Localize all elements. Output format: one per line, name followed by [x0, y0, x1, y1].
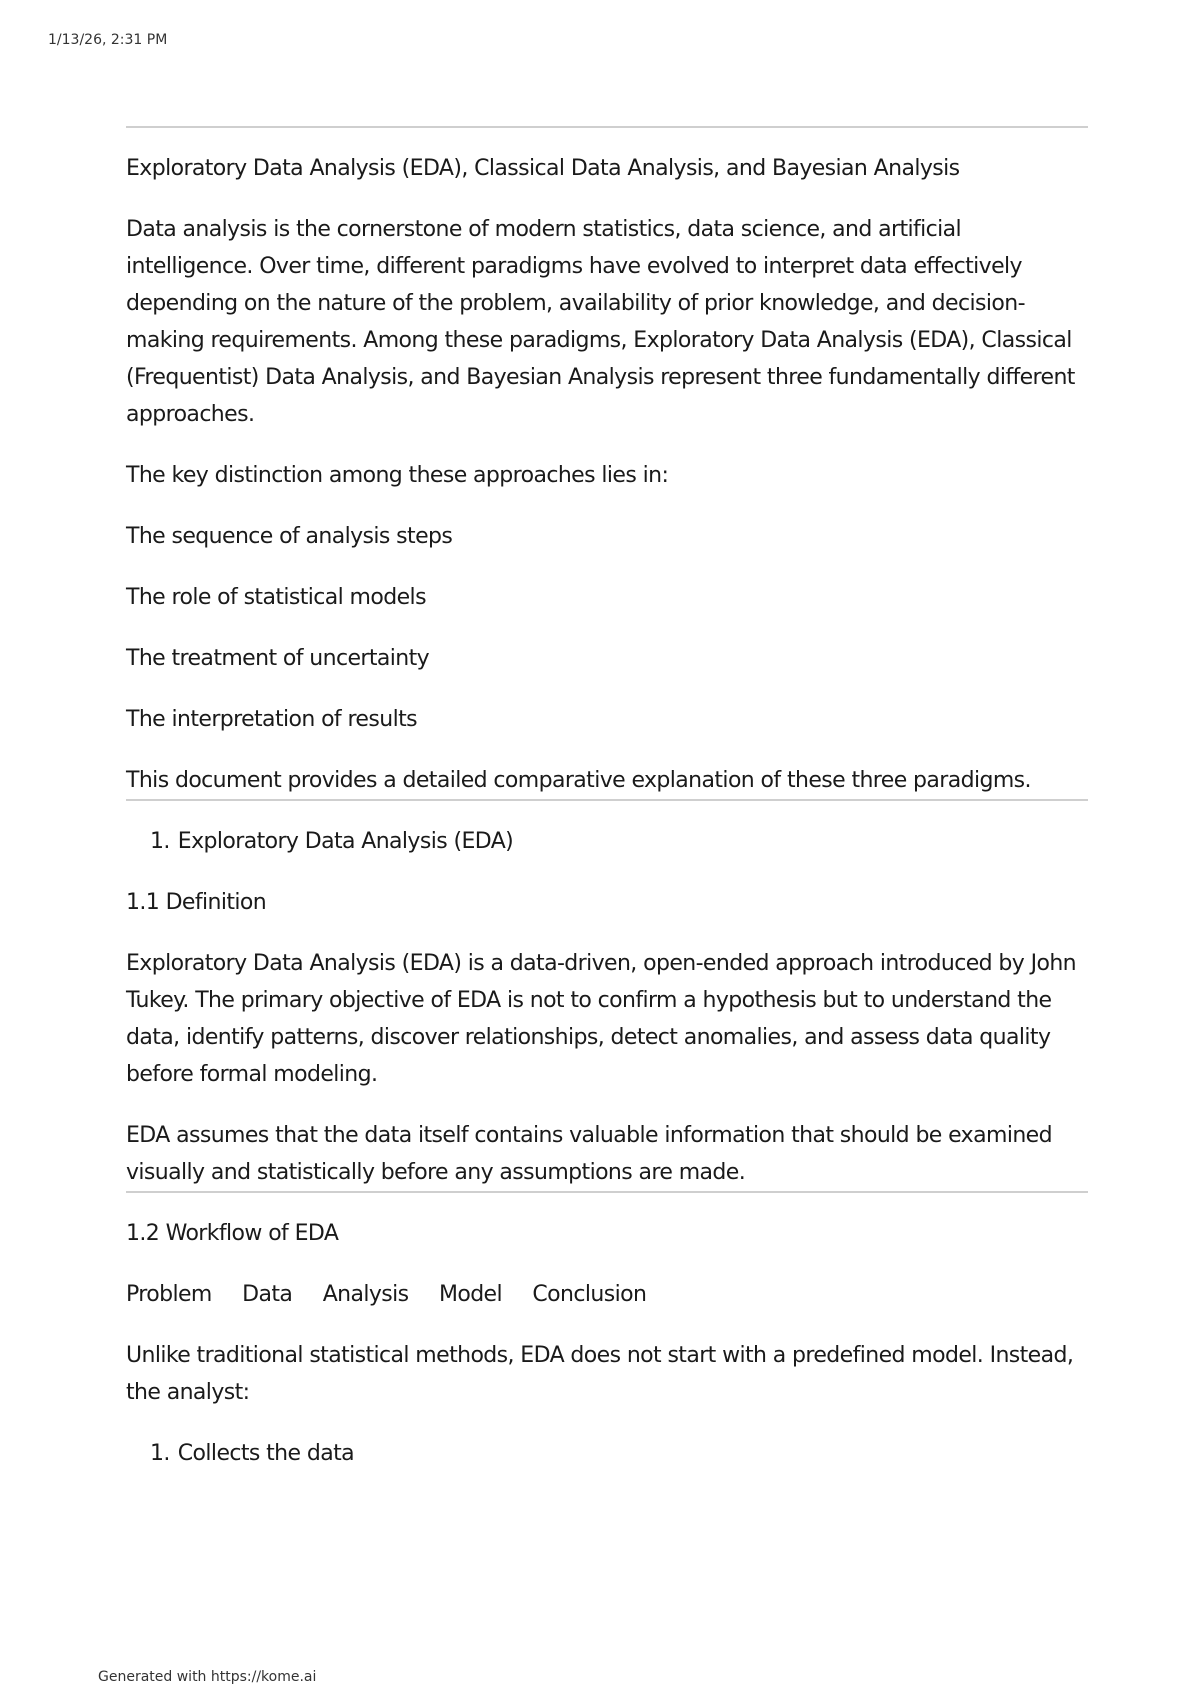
footer-generated: Generated with https://kome.ai: [98, 1669, 317, 1685]
workflow-step: Problem: [126, 1282, 212, 1307]
section-1-1-heading: 1.1 Definition: [126, 890, 267, 915]
section-1-number: 1.: [150, 829, 170, 854]
workflow-step: Model: [438, 1282, 503, 1307]
document-content: [126, 126, 1088, 1472]
workflow-step: Data: [242, 1282, 293, 1307]
workflow-step: Conclusion: [532, 1282, 647, 1307]
distinction-item: The sequence of analysis steps: [126, 524, 453, 549]
step-text: Collects the data: [177, 1441, 355, 1466]
step-number: 1.: [150, 1441, 170, 1466]
section-1-title: Exploratory Data Analysis (EDA): [177, 829, 514, 854]
assumption-paragraph: EDA assumes that the data itself contains valuable information that should be examined visually and statistically before any assumptions are made.: [126, 1123, 1052, 1185]
workflow-paragraph: Unlike traditional statistical methods, EDA does not start with a predefined model. Instead, the analyst:: [126, 1343, 1074, 1405]
horizontal-rule: [126, 1191, 1088, 1193]
numbered-step: [126, 1435, 1088, 1472]
definition-paragraph: Exploratory Data Analysis (EDA) is a data-driven, open-ended approach introduced by John Tukey. The primary objective of EDA is not to confirm a hypothesis but to understand the data, identify patterns, discover relationships, detect anomalies, and assess data quality before formal modeling.: [126, 951, 1077, 1087]
print-date: 1/13/26, 2:31 PM: [48, 32, 168, 48]
horizontal-rule: [126, 126, 1088, 128]
distinction-item: The treatment of uncertainty: [126, 646, 430, 671]
key-distinction-paragraph: The key distinction among these approaches lies in:: [126, 463, 669, 488]
provides-paragraph: This document provides a detailed comparative explanation of these three paradigms.: [126, 768, 1031, 793]
document-title: Exploratory Data Analysis (EDA), Classical Data Analysis, and Bayesian Analysis: [126, 156, 960, 181]
distinction-item: The interpretation of results: [126, 707, 417, 732]
distinction-item: The role of statistical models: [126, 585, 426, 610]
section-1-heading: [126, 823, 1088, 860]
workflow-step: Analysis: [322, 1282, 409, 1307]
section-1-2-heading: 1.2 Workflow of EDA: [126, 1221, 339, 1246]
workflow-steps: [126, 1276, 1088, 1313]
horizontal-rule: [126, 799, 1088, 801]
intro-paragraph: Data analysis is the cornerstone of modern statistics, data science, and artificial intelligence. Over time, different paradigms have evolved to interpret data effectively depending on the nature of the problem, availability of prior knowledge, and decision-making requirements. Among these paradigms, Exploratory Data Analysis (EDA), Classical (Frequentist) Data Analysis, and Bayesian Analysis represent three fundamentally different approaches.: [126, 217, 1075, 427]
